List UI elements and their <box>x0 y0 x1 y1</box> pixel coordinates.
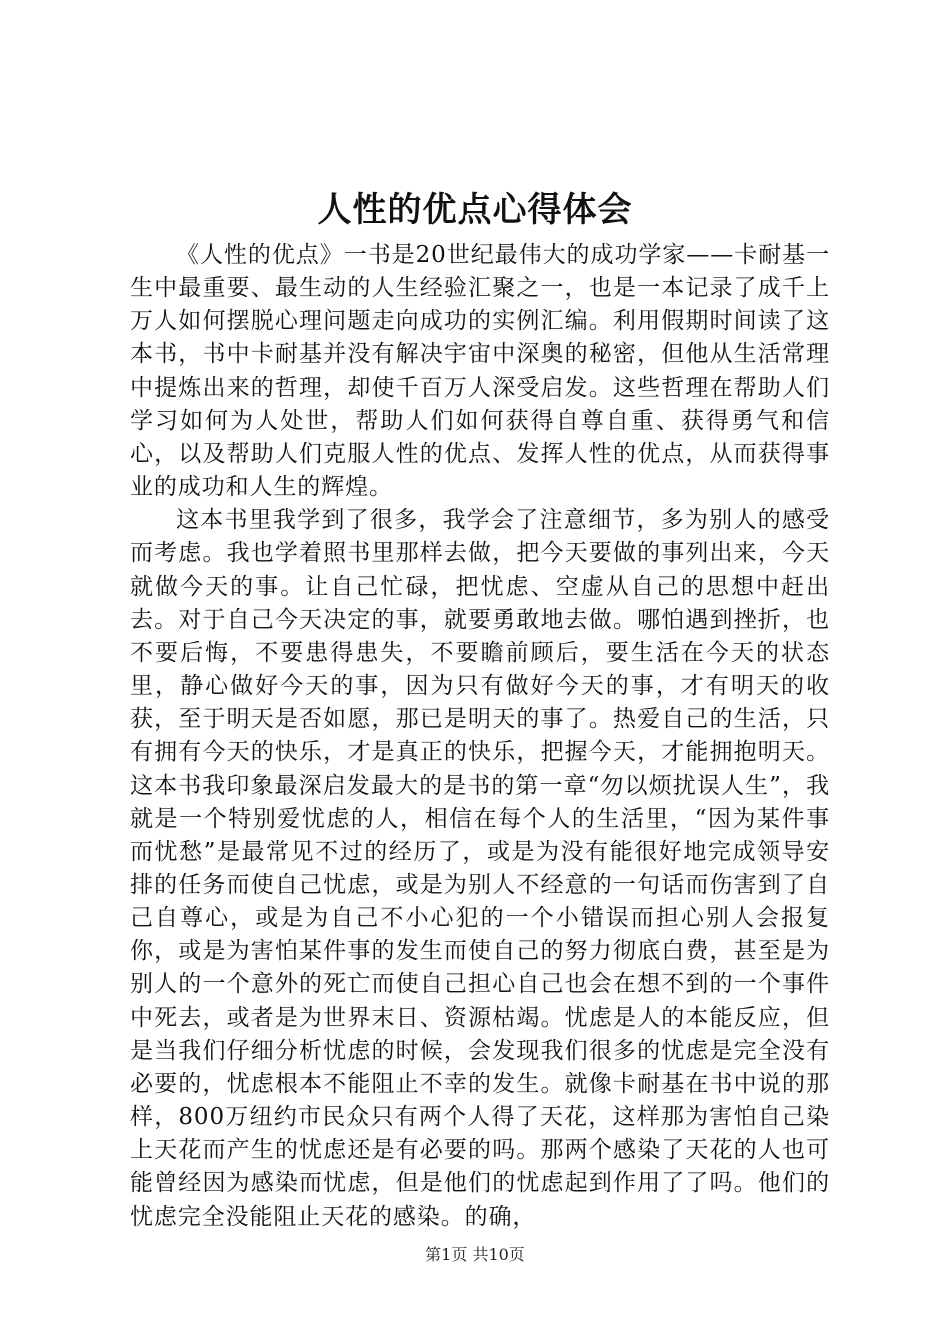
document-body <box>130 239 830 1234</box>
paragraph-2: 这本书里我学到了很多，我学会了注意细节，多为别人的感受而考虑。我也学着照书里那样去做，把今天要做的事列出来，今天就做今天的事。让自己忙碌，把忧虑、空虚从自己的思想中赶出去。对于自己今天决定的事，就要勇敢地去做。哪怕遇到挫折，也不要后悔，不要患得患失，不要瞻前顾后，要生活在今天的状态里，静心做好今天的事，因为只有做好今天的事，才有明天的收获，至于明天是否如愿，那已是明天的事了。热爱自己的生活，只有拥有今天的快乐，才是真正的快乐，把握今天，才能拥抱明天。这本书我印象最深启发最大的是书的第一章“勿以烦扰误人生”，我就是一个特别爱忧虑的人，相信在每个人的生活里，“因为某件事而忧愁”是最常见不过的经历了，或是为没有能很好地完成领导安排的任务而使自己忧虑，或是为别人不经意的一句话而伤害到了自己自尊心，或是为自己不小心犯的一个小错误而担心别人会报复你，或是为害怕某件事的发生而使自己的努力彻底白费，甚至是为别人的一个意外的死亡而使自己担心自己也会在想不到的一个事件中死去，或者是为世界末日、资源枯竭。忧虑是人的本能反应，但是当我们仔细分析忧虑的时候，会发现我们很多的忧虑是完全没有必要的，忧虑根本不能阻止不幸的发生。就像卡耐基在书中说的那样，800万纽约市民众只有两个人得了天花，这样那为害怕自己染上天花而产生的忧虑还是有必要的吗。那两个感染了天花的人也可能曾经因为感染而忧虑，但是他们的忧虑起到作用了了吗。他们的忧虑完全没能阻止天花的感染。的确， <box>130 507 830 1230</box>
page-footer: 第1页 共10页 <box>425 1245 525 1264</box>
paragraph-1: 《人性的优点》一书是20世纪最伟大的成功学家——卡耐基一生中最重要、最生动的人生经验汇聚之一，也是一本记录了成千上万人如何摆脱心理问题走向成功的实例汇编。利用假期时间读了这本书，书中卡耐基并没有解决宇宙中深奥的秘密，但他从生活常理中提炼出来的哲理，却使千百万人深受启发。这些哲理在帮助人们学习如何为人处世，帮助人们如何获得自尊自重、获得勇气和信心，以及帮助人们克服人性的优点、发挥人性的优点，从而获得事业的成功和人生的辉煌。 <box>130 242 830 501</box>
document-title: 人性的优点心得体会 <box>317 190 633 230</box>
